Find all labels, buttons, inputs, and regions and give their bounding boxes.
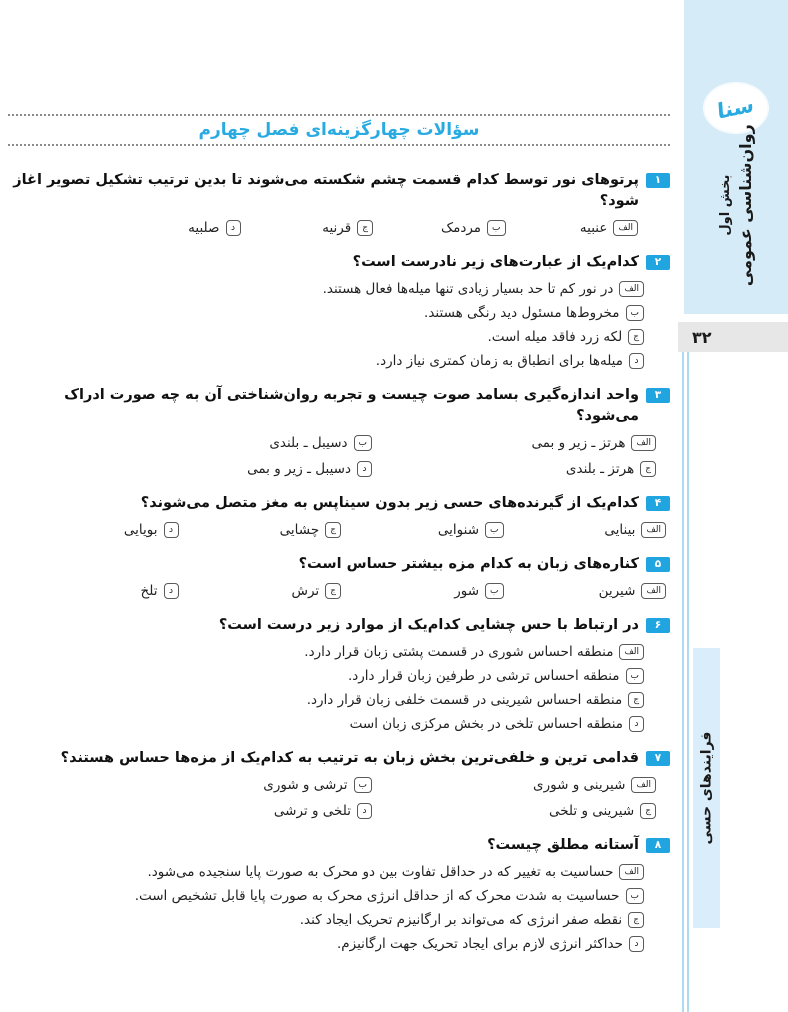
option-letter-box: ب — [485, 522, 503, 537]
question-text: قدامی ترین و خلفی‌ترین بخش زبان به ترتیب به کدام‌یک از مزه‌ها حساس هستند؟ — [60, 750, 639, 767]
option-letter-box: د — [357, 461, 372, 476]
option-letter-box: ب — [485, 583, 503, 598]
option-text: نقطه صفر انرژی که می‌تواند بر ارگانیزم تحریک ایجاد کند. — [299, 912, 623, 929]
option-text: چشایی — [279, 522, 320, 539]
option — [506, 220, 639, 236]
question-number-badge: ۷ — [646, 751, 670, 766]
option-text: عنبیه — [579, 220, 608, 237]
option-text: منطقه احساس شوری در قسمت پشتی زبان قرار دارد. — [304, 644, 614, 661]
option-text: حساسیت به شدت محرک که از حداقل انرژی محرک به صورت پایا قابل تشخیص است. — [134, 888, 620, 905]
question-number-badge: ۳ — [646, 388, 670, 403]
option — [16, 583, 179, 599]
option-letter-box: د — [629, 936, 644, 951]
options — [8, 220, 670, 236]
option-text: شور — [454, 583, 480, 600]
option — [8, 912, 644, 928]
option-text: منطقه احساس تلخی در بخش مرکزی زبان است — [349, 716, 623, 733]
question-heading — [8, 252, 670, 273]
question-heading — [8, 170, 670, 212]
option-text: شیرینی و شوری — [533, 777, 626, 794]
option — [179, 583, 342, 599]
question-text: در ارتباط با حس چشایی کدام‌یک از موارد زیر درست است؟ — [218, 617, 639, 634]
option-letter-box: ب — [626, 305, 644, 320]
sidebar-section-panel — [684, 0, 788, 314]
option-text: شیرینی و تلخی — [548, 803, 635, 820]
question-number-badge: ۶ — [646, 618, 670, 633]
option-letter-box: ب — [354, 777, 372, 792]
option-text: تلخی و ترشی — [273, 803, 351, 820]
option — [8, 692, 644, 708]
option-text: شنوایی — [437, 522, 480, 539]
question-heading — [8, 748, 670, 769]
option-letter-box: ج — [628, 912, 644, 927]
option-letter-box: الف — [619, 644, 644, 659]
option-text: مردمک — [441, 220, 482, 237]
options — [8, 435, 670, 477]
option — [372, 461, 656, 477]
option-letter-box: الف — [613, 220, 638, 235]
question-4 — [8, 493, 670, 538]
option-letter-box: ب — [626, 888, 644, 903]
publisher-logo-text: سنا — [716, 91, 755, 124]
questions-list — [8, 170, 670, 952]
option-letter-box: الف — [631, 777, 656, 792]
question-heading — [8, 493, 670, 514]
option — [88, 803, 372, 819]
option-letter-box: ج — [640, 461, 656, 476]
options — [8, 281, 670, 369]
option — [504, 522, 667, 538]
option-text: حساسیت به تغییر که در حداقل تفاوت بین دو محرک به صورت پایا سنجیده می‌شود. — [147, 864, 614, 881]
option — [8, 936, 644, 952]
options — [8, 864, 670, 952]
option — [8, 644, 644, 660]
option-text: ترش — [291, 583, 320, 600]
question-number-badge: ۴ — [646, 496, 670, 511]
option-letter-box: ج — [628, 329, 644, 344]
option — [88, 777, 372, 793]
part-title: روان‌شناسی عمومی — [735, 124, 755, 286]
question-text: کدام‌یک از گیرنده‌های حسی زیر بدون سیناپس به مغز متصل می‌شوند؟ — [140, 495, 639, 512]
option-letter-box: ب — [626, 668, 644, 683]
option-text: دسیبل ـ بلندی — [269, 435, 348, 452]
question-number-badge: ۲ — [646, 255, 670, 270]
option — [372, 803, 656, 819]
option-letter-box: الف — [641, 583, 666, 598]
option-letter-box: د — [164, 522, 179, 537]
question-number-badge: ۱ — [646, 173, 670, 188]
page-number-box — [678, 322, 788, 352]
option-text: لکه زرد فاقد میله است. — [487, 329, 623, 346]
option-letter-box: د — [226, 220, 241, 235]
option — [8, 716, 644, 732]
question-number-badge: ۸ — [646, 838, 670, 853]
options — [8, 522, 670, 538]
chapter-tab — [693, 648, 720, 928]
option — [341, 522, 504, 538]
option-text: هرتز ـ زیر و بمی — [531, 435, 626, 452]
option-text: منطقه احساس شیرینی در قسمت خلفی زبان قرار دارد. — [306, 692, 623, 709]
section-title: سؤالات چهارگزینه‌ای فصل چهارم — [198, 120, 480, 140]
option-letter-box: ج — [628, 692, 644, 707]
option-text: حداکثر انرژی لازم برای ایجاد تحریک جهت ارگانیزم. — [337, 936, 623, 953]
question-6 — [8, 615, 670, 732]
question-text: کناره‌های زبان به کدام مزه بیشتر حساس است؟ — [298, 556, 639, 573]
question-heading — [8, 615, 670, 636]
option-text: ترشی و شوری — [263, 777, 348, 794]
option-letter-box: الف — [641, 522, 666, 537]
option-text: منطقه احساس ترشی در طرفین زبان قرار دارد. — [347, 668, 620, 685]
option-letter-box: د — [357, 803, 372, 818]
page-number: ۳۲ — [692, 327, 712, 347]
question-number-badge: ۵ — [646, 557, 670, 572]
chapter-tab-label: فرایندهای حسی — [698, 731, 715, 845]
option-text: تلخ — [140, 583, 158, 600]
question-heading — [8, 554, 670, 575]
option — [108, 220, 241, 236]
option-letter-box: الف — [619, 281, 644, 296]
option-text: هرتز ـ بلندی — [565, 461, 635, 478]
option-text: قرنیه — [322, 220, 352, 237]
sidebar-divider-rules — [682, 352, 689, 1012]
part-label: بخش اول — [717, 174, 733, 236]
option — [8, 864, 644, 880]
option-letter-box: ج — [325, 522, 341, 537]
option — [88, 435, 372, 451]
section-header — [8, 114, 670, 146]
question-heading — [8, 385, 670, 427]
option-text: میله‌ها برای انطباق به زمان کمتری نیاز دارد. — [375, 353, 623, 370]
option-letter-box: د — [629, 353, 644, 368]
option — [372, 777, 656, 793]
page-content — [8, 0, 670, 952]
option-text: صلبیه — [188, 220, 220, 237]
question-text: کدام‌یک از عبارت‌های زیر نادرست است؟ — [352, 254, 639, 271]
question-3 — [8, 385, 670, 477]
question-8 — [8, 835, 670, 952]
option-text: دسیبل ـ زیر و بمی — [247, 461, 351, 478]
option — [8, 668, 644, 684]
question-text: آستانه مطلق چیست؟ — [487, 837, 639, 854]
question-1 — [8, 170, 670, 236]
option — [372, 435, 656, 451]
question-2 — [8, 252, 670, 369]
option-text: در نور کم تا حد بسیار زیادی تنها میله‌ها فعال هستند. — [322, 281, 614, 298]
option-letter-box: ج — [325, 583, 341, 598]
option — [241, 220, 374, 236]
option-text: مخروط‌ها مسئول دید رنگی هستند. — [424, 305, 620, 322]
option-letter-box: ج — [357, 220, 373, 235]
option-letter-box: ج — [640, 803, 656, 818]
option-letter-box: الف — [619, 864, 644, 879]
option-letter-box: د — [629, 716, 644, 731]
options — [8, 777, 670, 819]
option — [341, 583, 504, 599]
option — [8, 329, 644, 345]
question-heading — [8, 835, 670, 856]
sidebar-vertical-text — [684, 124, 788, 286]
options — [8, 644, 670, 732]
option-letter-box: د — [164, 583, 179, 598]
option — [8, 888, 644, 904]
option — [88, 461, 372, 477]
option — [373, 220, 506, 236]
question-5 — [8, 554, 670, 599]
question-text: پرتوهای نور توسط کدام قسمت چشم شکسته می‌شوند تا بدین ترتیب تشکیل تصویر اغاز شود؟ — [13, 172, 639, 210]
option — [8, 353, 644, 369]
question-7 — [8, 748, 670, 819]
question-text: واحد اندازه‌گیری بسامد صوت چیست و تجربه روان‌شناختی آن به چه صورت ادراک می‌شود؟ — [64, 387, 639, 425]
option-text: شیرین — [598, 583, 636, 600]
option — [179, 522, 342, 538]
option-letter-box: ب — [354, 435, 372, 450]
option-letter-box: الف — [631, 435, 656, 450]
options — [8, 583, 670, 599]
option — [8, 305, 644, 321]
option — [8, 281, 644, 297]
option-text: بینایی — [604, 522, 636, 539]
option-letter-box: ب — [487, 220, 505, 235]
option-text: بویایی — [123, 522, 158, 539]
option — [504, 583, 667, 599]
option — [16, 522, 179, 538]
